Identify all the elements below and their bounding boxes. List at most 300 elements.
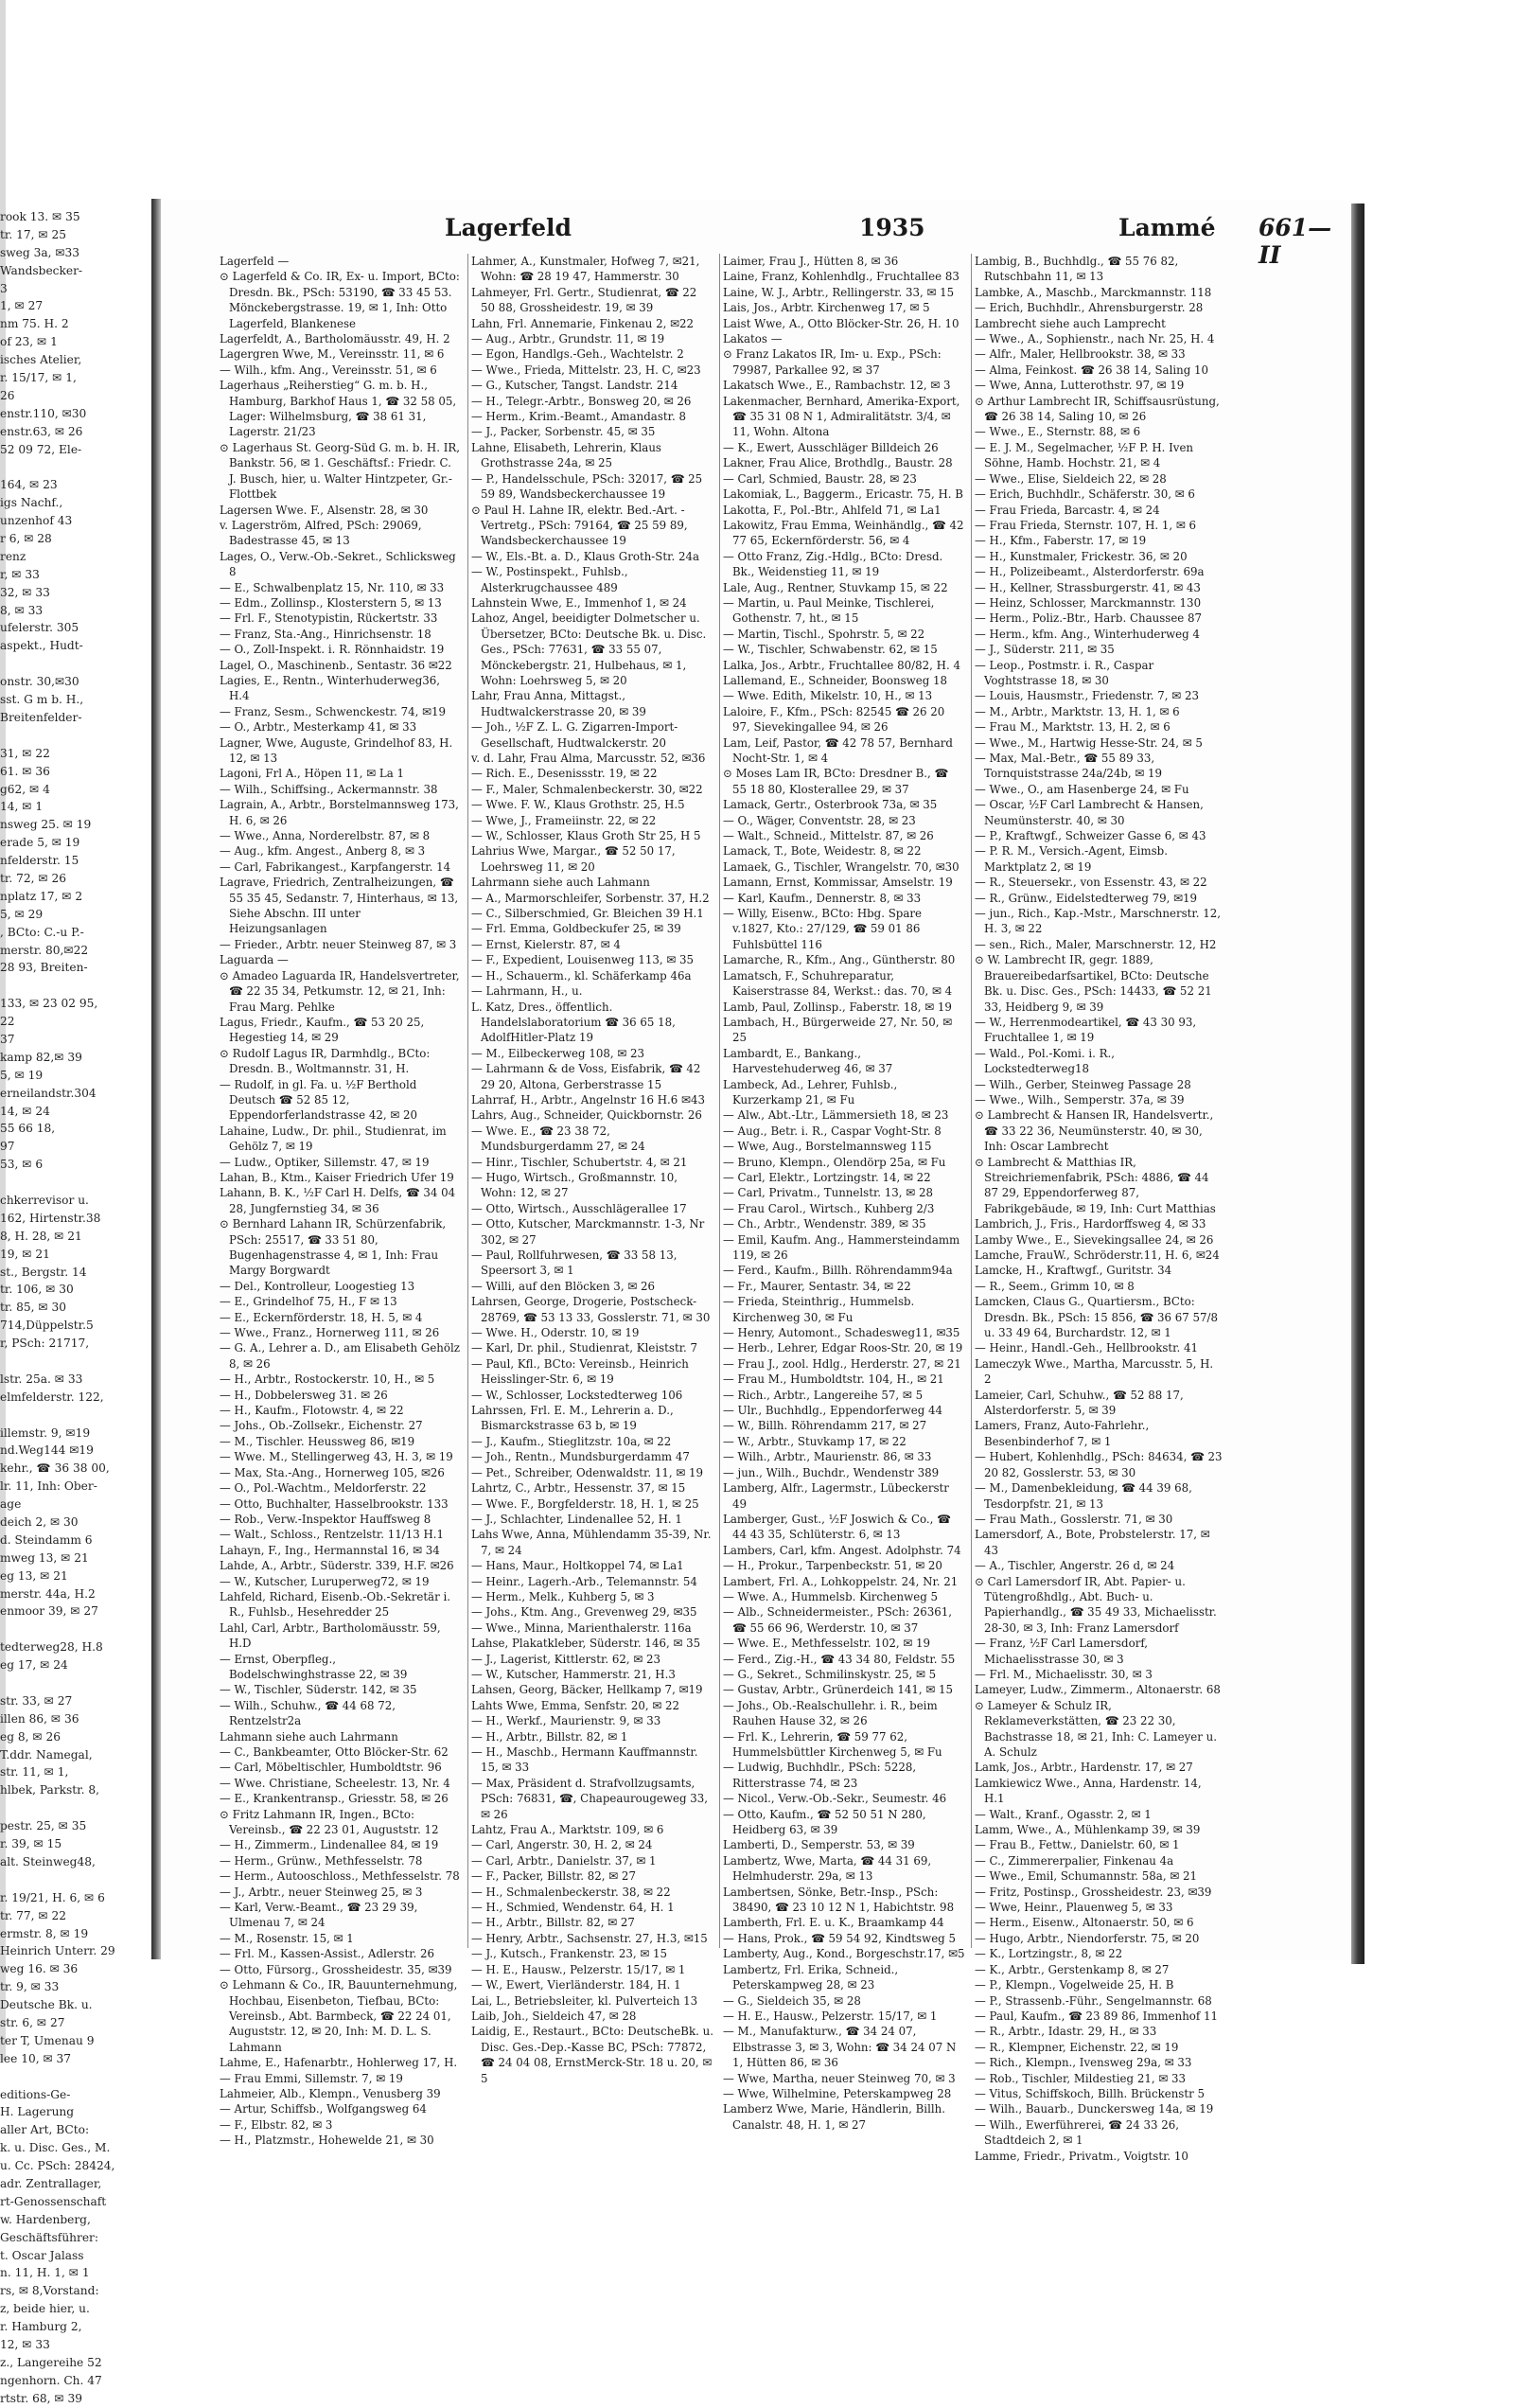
directory-entry: Lahrmann siehe auch Lahmann	[471, 876, 650, 890]
directory-entry: Lakotta, F., Pol.-Btr., Ahlfeld 71, ✉ La1	[723, 503, 942, 517]
directory-entry: — Franz, ½F Carl Lamersdorf, Michaelisstrasse 30, ✉ 3	[975, 1637, 1149, 1666]
directory-entry: — Carl, Möbeltischler, Humboldtstr. 96	[220, 1761, 442, 1775]
directory-entry: — Rob., Tischler, Mildestieg 21, ✉ 33	[975, 2071, 1186, 2085]
directory-entry: — Fr., Maurer, Sentastr. 34, ✉ 22	[723, 1279, 911, 1293]
directory-entry: Lambers, Carl, kfm. Angest. Adolphstr. 74	[723, 1543, 961, 1557]
directory-entry: Lagerfeldt, A., Bartholomäusstr. 49, H. 2	[220, 332, 450, 346]
directory-entry: Lambert, Frl. A., Lohkoppelstr. 24, Nr. 21	[723, 1574, 959, 1588]
fragment-line: adr. Zentrallager,	[0, 2176, 102, 2190]
directory-entry: Lambeck, Ad., Lehrer, Fuhlsb., Kurzerkamp 21, ✉ Fu	[723, 1077, 898, 1107]
directory-entry: — Wwe., E., Sternstr. 88, ✉ 6	[975, 425, 1141, 439]
directory-entry: — Wwe, J., Frameiinstr. 22, ✉ 22	[471, 813, 657, 827]
fragment-line: t. Oscar Jalass	[0, 2248, 84, 2262]
directory-entry: Lambrecht siehe auch Lamprecht	[975, 316, 1166, 330]
directory-entry: ⊙ Franz Lakatos IR, Im- u. Exp., PSch: 79987, Parkallee 92, ✉ 37	[723, 347, 942, 377]
directory-entry: Lale, Aug., Rentner, Stuvkamp 15, ✉ 22	[723, 580, 948, 594]
directory-entry: ⊙ W. Lambrecht IR, gegr. 1889, Brauereibedarfsartikel, BCto: Deutsche Bk. u. Disc. Ges., PSch: 14433, ☎ 52 21 33, Heidberg 9, ✉ 39	[975, 953, 1212, 1014]
fragment-line: unzenhof 43	[0, 514, 73, 528]
directory-entry: — Frau Carol., Wirtsch., Kuhberg 2/3	[723, 1201, 935, 1215]
directory-entry: ⊙ Moses Lam IR, BCto: Dresdner B., ☎ 55 18 80, Klosterallee 29, ✉ 37	[723, 767, 949, 796]
fragment-line: r. 19/21, H. 6, ✉ 6	[0, 1890, 105, 1904]
fragment-line: g62, ✉ 4	[0, 782, 50, 796]
directory-entry: — E., Grindelhof 75, H., F ✉ 13	[220, 1295, 397, 1309]
fragment-line: kamp 82,✉ 39	[0, 1050, 82, 1064]
fragment-line: 14, ✉ 24	[0, 1104, 50, 1118]
fragment-line: age	[0, 1497, 22, 1512]
directory-entry: — Nicol., Verw.-Ob.-Sekr., Seumestr. 46	[723, 1792, 947, 1806]
fragment-line: 3	[0, 281, 8, 295]
directory-entry: — Wilh., kfm. Ang., Vereinsstr. 51, ✉ 6	[220, 363, 437, 377]
fragment-line: eg 13, ✉ 21	[0, 1568, 68, 1583]
directory-entry: — Walt., Kranf., Ogasstr. 2, ✉ 1	[975, 1807, 1152, 1821]
directory-entry: — Frau Frieda, Sternstr. 107, H. 1, ✉ 6	[975, 518, 1197, 532]
directory-entry: Laimer, Frau J., Hütten 8, ✉ 36	[723, 255, 899, 268]
directory-entry: — Frl. M., Kassen-Assist., Adlerstr. 26	[220, 1947, 435, 1961]
directory-entry: — Alb., Schneidermeister., PSch: 26361, ☎ 55 66 96, Werderstr. 10, ✉ 37	[723, 1605, 952, 1635]
fragment-line: pestr. 25, ✉ 35	[0, 1819, 87, 1833]
fragment-line: nd.Weg144 ✉19	[0, 1443, 94, 1458]
directory-entry: — Aug., Arbtr., Grundstr. 11, ✉ 19	[471, 332, 665, 346]
directory-entry: — H. E., Hausw., Pelzerstr. 15/17, ✉ 1	[471, 1962, 686, 1976]
directory-entry: Lamack, Gertr., Osterbrook 73a, ✉ 35	[723, 798, 938, 812]
directory-entry: ⊙ Amadeo Laguarda IR, Handelsvertreter, ☎ 22 35 34, Petkumstr. 12, ✉ 21, Inh: Frau Marg. Pehlke	[220, 968, 460, 1014]
directory-entry: — Frl. K., Lehrerin, ☎ 59 77 62, Hummelsbüttler Kirchenweg 5, ✉ Fu	[723, 1729, 942, 1759]
directory-entry: — Wilh., Bauarb., Dunckersweg 14a, ✉ 19	[975, 2102, 1214, 2116]
directory-entry: — F., Maler, Schmalenbeckerstr. 30, ✉22	[471, 782, 703, 796]
directory-entry: Lahmeier, Alb., Klempn., Venusberg 39	[220, 2086, 441, 2100]
fragment-line: T.ddr. Namegal,	[0, 1747, 93, 1762]
fragment-line: Geschäftsführer:	[0, 2230, 98, 2244]
directory-entry: — Heinr., Lagerh.-Arb., Telemannstr. 54	[471, 1574, 697, 1588]
directory-entry: — Frl. M., Michaelisstr. 30, ✉ 3	[975, 1667, 1153, 1681]
directory-entry: — H., Arbtr., Billstr. 82, ✉ 1	[471, 1729, 628, 1744]
fragment-line: 26	[0, 388, 15, 402]
directory-entry: — Otto, Buchhalter, Hasselbrookstr. 133	[220, 1496, 449, 1511]
directory-entry: — Alma, Feinkost. ☎ 26 38 14, Saling 10	[975, 363, 1209, 377]
directory-entry: — M., Rosenstr. 15, ✉ 1	[220, 1931, 354, 1945]
column-rule	[719, 254, 720, 1948]
directory-entry: — A., Tischler, Angerstr. 26 d, ✉ 24	[975, 1559, 1175, 1573]
directory-entry: — Frau J., zool. Hdlg., Herderstr. 27, ✉ 21	[723, 1356, 961, 1371]
fragment-line: kehr., ☎ 36 38 00,	[0, 1461, 110, 1476]
directory-entry: — A., Marmorschleifer, Sorbenstr. 37, H.2	[471, 891, 710, 905]
directory-entry: — Karl, Kaufm., Dennerstr. 8, ✉ 33	[723, 891, 922, 905]
directory-entry: — F., Expedient, Louisenweg 113, ✉ 35	[471, 953, 695, 967]
directory-entry: — Martin, Tischl., Spohrstr. 5, ✉ 22	[723, 627, 925, 641]
fragment-line	[0, 1620, 150, 1638]
directory-entry: — W., Tischler, Schwabenstr. 62, ✉ 15	[723, 643, 938, 657]
directory-entry: — Wwe, Martha, neuer Steinweg 70, ✉ 3	[723, 2071, 956, 2085]
directory-entry: — Louis, Hausmstr., Friedenstr. 7, ✉ 23	[975, 689, 1199, 703]
directory-entry: — W., Arbtr., Stuvkamp 17, ✉ 22	[723, 1434, 907, 1448]
fragment-line: r. 39, ✉ 15	[0, 1837, 62, 1851]
fragment-line: aller Art, BCto:	[0, 2123, 90, 2137]
directory-entry: — H., Arbtr., Rostockerstr. 10, H., ✉ 5	[220, 1372, 435, 1387]
directory-entry: — Wwe., Wilh., Semperstr. 37a, ✉ 39	[975, 1092, 1185, 1107]
directory-entry: — H., Telegr.-Arbtr., Bonsweg 20, ✉ 26	[471, 394, 692, 408]
directory-entry: — J., Süderstr. 211, ✉ 35	[975, 643, 1115, 657]
directory-entry: ⊙ Fritz Lahmann IR, Ingen., BCto: Vereinsb., ☎ 22 23 01, Auguststr. 12	[220, 1807, 439, 1837]
directory-entry: Lamatsch, F., Schuhreparatur, Kaiserstrasse 84, Werkst.: das. 70, ✉ 4	[723, 968, 953, 999]
directory-entry: Lambke, A., Maschb., Marckmannstr. 118	[975, 285, 1212, 299]
directory-entry: — Vitus, Schiffskoch, Billh. Brückenstr 5	[975, 2086, 1205, 2100]
directory-entry: — F., Packer, Billstr. 82, ✉ 27	[471, 1869, 636, 1884]
directory-entry: Lamberti, D., Semperstr. 53, ✉ 39	[723, 1838, 915, 1852]
directory-entry: — O., Zoll-Inspekt. i. R. Rönnhaidstr. 19	[220, 643, 445, 657]
directory-entry: — Frl. F., Stenotypistin, Rückertstr. 33	[220, 611, 438, 626]
fragment-line: weg 16. ✉ 36	[0, 1962, 79, 1976]
fragment-line: r 6, ✉ 28	[0, 532, 52, 546]
directory-entry: Lagies, E., Rentn., Winterhuderweg36, H.4	[220, 673, 441, 703]
page-edge	[1351, 204, 1364, 1964]
directory-entry: — W., Kutscher, Luruperweg72, ✉ 19	[220, 1574, 430, 1588]
directory-entry: Lakenmacher, Bernhard, Amerika-Export, ☎ 35 31 08 N 1, Admiralitätstr. 3/4, ✉ 11, Wohn. Altona	[723, 394, 960, 439]
directory-entry: Lahme, E., Hafenarbtr., Hohlerweg 17, H.	[220, 2056, 458, 2070]
fragment-line: ter T, Umenau 9	[0, 2033, 95, 2047]
directory-entry: — J., Schlachter, Lindenallee 52, H. 1	[471, 1512, 682, 1526]
directory-entry: Lais, Jos., Arbtr. Kirchenweg 17, ✉ 5	[723, 301, 930, 315]
directory-entry: Lamersdorf, A., Bote, Probstelerstr. 17, ✉43	[975, 1528, 1210, 1557]
fragment-line: eg 17, ✉ 24	[0, 1658, 68, 1673]
directory-entry: Lahsen, Georg, Bäcker, Hellkamp 7, ✉19	[471, 1683, 703, 1697]
fragment-line	[0, 458, 150, 476]
directory-entry: Lahayn, F., Ing., Hermannstal 16, ✉ 34	[220, 1543, 440, 1557]
directory-entry: — E., Eckernförderstr. 18, H. 5, ✉ 4	[220, 1310, 423, 1324]
directory-entry: — Willi, auf den Blöcken 3, ✉ 26	[471, 1279, 655, 1293]
directory-entry: — Wwe., Frieda, Mittelstr. 23, H. C, ✉23	[471, 363, 701, 377]
directory-entry: — Alw., Abt.-Ltr., Lämmersieth 18, ✉ 23	[723, 1108, 949, 1123]
directory-entry: — Alfr., Maler, Hellbrookstr. 38, ✉ 33	[975, 347, 1186, 362]
directory-entry: Laib, Joh., Sieldeich 47, ✉ 28	[471, 2009, 637, 2023]
directory-entry: — W., Schlosser, Lockstedterweg 106	[471, 1388, 683, 1402]
fragment-line: 52 09 72, Ele-	[0, 442, 82, 456]
directory-entry: — Hans, Maur., Holtkoppel 74, ✉ La1	[471, 1559, 684, 1573]
directory-entry: v. Lagerström, Alfred, PSch: 29069, Badestrasse 45, ✉ 13	[220, 518, 422, 548]
fragment-line	[0, 2068, 150, 2086]
directory-entry: Lamcken, Claus G., Quartiersm., BCto: Dresdn. Bk., PSch: 15 856, ☎ 36 67 57/8 u. 33 49 64, Burchardstr. 12, ✉ 1	[975, 1295, 1219, 1340]
directory-entry: Lamkiewicz Wwe., Anna, Hardenstr. 14, H.1	[975, 1776, 1202, 1806]
directory-entry: — Franz, Sesm., Schwenckestr. 74, ✉19	[220, 704, 447, 718]
directory-entry: — Frau B., Fettw., Danielstr. 60, ✉ 1	[975, 1838, 1180, 1852]
directory-entry: — H., Werkf., Maurienstr. 9, ✉ 33	[471, 1714, 661, 1728]
directory-entry: Lahl, Carl, Arbtr., Bartholomäusstr. 59, H.D	[220, 1620, 441, 1651]
fragment-line: tr. 72, ✉ 26	[0, 871, 66, 885]
directory-entry: — W., Herrenmodeartikel, ☎ 43 30 93, Fruchtallee 1, ✉ 19	[975, 1015, 1197, 1045]
directory-entry: Lamk, Jos., Arbtr., Hardenstr. 17, ✉ 27	[975, 1761, 1193, 1775]
fragment-line: of 23, ✉ 1	[0, 335, 58, 349]
directory-entry: ⊙ Bernhard Lahann IR, Schürzenfabrik, PSch: 25517, ☎ 33 51 80, Bugenhagenstrasse 4, ✉ 1, Inh: Frau Margy Borgwardt	[220, 1217, 447, 1278]
directory-entry: — Franz, Sta.-Ang., Hinrichsenstr. 18	[220, 627, 431, 641]
directory-entry: — M., Arbtr., Marktstr. 13, H. 1, ✉ 6	[975, 704, 1180, 718]
directory-entry: — Paul, Kfl., BCto: Vereinsb., Heinrich Heisslinger-Str. 6, ✉ 19	[471, 1356, 689, 1387]
fragment-line: deich 2, ✉ 30	[0, 1515, 79, 1530]
directory-entry: — Rich., Arbtr., Langereihe 57, ✉ 5	[723, 1388, 924, 1402]
directory-entry: — E., Krankentransp., Griesstr. 58, ✉ 26	[220, 1792, 449, 1806]
directory-entry: — Wwe, Wilhelmine, Peterskampweg 28	[723, 2086, 952, 2100]
directory-entry: Lahrius Wwe, Margar., ☎ 52 50 17, Loehrsweg 11, ✉ 20	[471, 844, 676, 874]
book-spine	[151, 199, 161, 1959]
directory-entry: — Herb., Lehrer, Edgar Roos-Str. 20, ✉ 19	[723, 1341, 963, 1355]
directory-entry: — Max, Sta.-Ang., Hornerweg 105, ✉26	[220, 1465, 445, 1479]
directory-entry: — Ernst, Oberpfleg., Bodelschwinghstrasse 22, ✉ 39	[220, 1652, 408, 1681]
directory-entry: — H., Schauerm., kl. Schäferkamp 46a	[471, 968, 692, 983]
fragment-line: Breitenfelder-	[0, 710, 82, 724]
directory-entry: — R., Grünw., Eidelstedterweg 79, ✉19	[975, 891, 1198, 905]
directory-entry: ⊙ Arthur Lambrecht IR, Schiffsausrüstung, ☎ 26 38 14, Saling 10, ✉ 26	[975, 394, 1220, 424]
directory-entry: — G., Sekret., Schmilinskystr. 25, ✉ 5	[723, 1667, 937, 1681]
directory-entry: — K., Lortzingstr., 8, ✉ 22	[975, 1947, 1123, 1961]
directory-entry: Lai, L., Betriebsleiter, kl. Pulverteich 13	[471, 1993, 698, 2008]
fragment-line: 162, Hirtenstr.38	[0, 1211, 101, 1225]
fragment-line: enmoor 39, ✉ 27	[0, 1604, 98, 1619]
directory-entry: Laidig, E., Restaurt., BCto: DeutscheBk. u. Disc. Ges.-Dep.-Kasse BC, PSch: 77872, ☎ 24 04 08, ErnstMerck-Str. 18 u. 20, ✉ 5	[471, 2025, 713, 2085]
directory-entry: — H., Kfm., Faberstr. 17, ✉ 19	[975, 534, 1147, 548]
directory-entry: — Leop., Postmstr. i. R., Caspar Voghtstrasse 18, ✉ 30	[975, 658, 1154, 687]
directory-entry: — R., Klempner, Eichenstr. 22, ✉ 19	[975, 2040, 1179, 2054]
directory-entry: — Lahrmann, H., u.	[471, 984, 583, 999]
directory-entry: — Walt., Schloss., Rentzelstr. 11/13 H.1	[220, 1528, 445, 1542]
directory-entry: Lambrich, J., Fris., Hardorffsweg 4, ✉ 33	[975, 1217, 1206, 1231]
directory-entry: — H., Arbtr., Billstr. 82, ✉ 27	[471, 1916, 635, 1930]
directory-entry: — Hugo, Arbtr., Niendorferstr. 75, ✉ 20	[975, 1931, 1200, 1945]
fragment-line: 28 93, Breiten-	[0, 961, 88, 975]
directory-entry: Lameier, Carl, Schuhw., ☎ 52 88 17, Alsterdorferstr. 5, ✉ 39	[975, 1388, 1184, 1418]
directory-entry: — Aug., kfm. Angest., Anberg 8, ✉ 3	[220, 844, 426, 859]
fragment-line: 53, ✉ 6	[0, 1158, 44, 1172]
directory-entry: — J., Kutsch., Frankenstr. 23, ✉ 15	[471, 1947, 667, 1961]
directory-entry: — Carl, Elektr., Lortzingstr. 14, ✉ 22	[723, 1170, 931, 1184]
directory-entry: — Wwe. M., Stellingerweg 43, H. 3, ✉ 19	[220, 1450, 453, 1464]
fragment-line: chkerrevisor u.	[0, 1193, 89, 1207]
directory-entry: — Martin, u. Paul Meinke, Tischlerei, Gothenstr. 7, ht., ✉ 15	[723, 595, 935, 626]
fragment-line: str. 33, ✉ 27	[0, 1693, 73, 1708]
directory-entry: ⊙ Lehmann & Co., IR, Bauunternehmung, Hochbau, Eisenbeton, Tiefbau, BCto: Vereinsb., Abt. Barmbeck, ☎ 22 24 01, Auguststr. 12, ✉ 20, Inh: M. D. L. S. Lahmann	[220, 1978, 458, 2054]
directory-entry: Lagrain, A., Arbtr., Borstelmannsweg 173, H. 6, ✉ 26	[220, 798, 459, 827]
directory-entry: — Fritz, Postinsp., Grossheidestr. 23, ✉39	[975, 1885, 1212, 1899]
directory-entry: — Frau Frieda, Barcastr. 4, ✉ 24	[975, 503, 1160, 517]
directory-entry: — Herm., Autooschloss., Methfesselstr. 78	[220, 1869, 460, 1884]
directory-entry: Lamm, Wwe., A., Mühlenkamp 39, ✉ 39	[975, 1823, 1201, 1837]
directory-entry: — Rob., Verw.-Inspektor Hauffsweg 8	[220, 1512, 431, 1526]
directory-entry: Lahmann siehe auch Lahrmann	[220, 1729, 398, 1744]
fragment-line: 5, ✉ 29	[0, 907, 44, 921]
fragment-line: rook 13. ✉ 35	[0, 210, 80, 223]
directory-entry: — R., Steuersekr., von Essenstr. 43, ✉ 22	[975, 876, 1207, 890]
directory-entry: — Frau Emmi, Sillemstr. 7, ✉ 19	[220, 2071, 403, 2085]
directory-entry: — Ferd., Kaufm., Billh. Röhrendamm94a	[723, 1264, 953, 1278]
fragment-line: tr. 85, ✉ 30	[0, 1301, 66, 1315]
fragment-line: onstr. 30,✉30	[0, 675, 79, 689]
directory-entry: Lagoni, Frl A., Höpen 11, ✉ La 1	[220, 767, 405, 781]
directory-entry: — H., Dobbelersweg 31. ✉ 26	[220, 1388, 388, 1402]
directory-entry: Lahrssen, Frl. E. M., Lehrerin a. D., Bismarckstrasse 63 b, ✉ 19	[471, 1404, 674, 1433]
fragment-line: elmfelderstr. 122,	[0, 1390, 104, 1404]
directory-entry: — R., Seem., Grimm 10, ✉ 8	[975, 1279, 1135, 1293]
directory-entry: Lamberz Wwe, Marie, Händlerin, Billh. Canalstr. 48, H. 1, ✉ 27	[723, 2102, 945, 2132]
directory-entry: Lahoz, Angel, beeidigter Dolmetscher u. Übersetzer, BCto: Deutsche Bk. u. Disc. Ges., PSch: 77631, ☎ 33 55 07, Mönckebergstr. 21, Hulbehaus, ✉ 1, Wohn: Loehrsweg 5, ✉ 20	[471, 611, 707, 687]
fragment-line: str. 6, ✉ 27	[0, 2015, 65, 2029]
directory-entry: Lagerhaus „Reiherstieg“ G. m. b. H., Hamburg, Barkhof Haus 1, ☎ 32 58 05, Lager: Wilhelmsburg, ☎ 38 61 31, Lagerstr. 21/23	[220, 379, 457, 439]
directory-entry: — J., Kaufm., Stieglitzstr. 10a, ✉ 22	[471, 1434, 672, 1448]
fragment-line: aspekt., Hudt-	[0, 639, 83, 653]
directory-entry: Lakatsch Wwe., E., Rambachstr. 12, ✉ 3	[723, 379, 951, 393]
directory-entry: Laine, W. J., Arbtr., Rellingerstr. 33, ✉ 15	[723, 285, 955, 299]
fragment-line: hlbek, Parkstr. 8,	[0, 1783, 100, 1797]
fragment-line: enstr.110, ✉30	[0, 406, 87, 420]
header-first-entry: Lagerfeld	[445, 214, 572, 241]
directory-entry: Lahtz, Frau A., Marktstr. 109, ✉ 6	[471, 1823, 664, 1837]
directory-entry: — Frieda, Steinthrig., Hummelsb. Kirchenweg 30, ✉ Fu	[723, 1295, 915, 1324]
directory-entry: Lagersen Wwe. F., Alsenstr. 28, ✉ 30	[220, 503, 429, 517]
directory-entry: — jun., Rich., Kap.-Mstr., Marschnerstr. 12, H. 3, ✉ 22	[975, 907, 1221, 936]
directory-entry: — Aug., Betr. i. R., Caspar Voght-Str. 8	[723, 1124, 942, 1138]
directory-entry: Lagergren Wwe, M., Vereinsstr. 11, ✉ 6	[220, 347, 445, 362]
fragment-line: merstr. 80,✉22	[0, 943, 89, 957]
directory-entry: — Max, Präsident d. Strafvollzugsamts, PSch: 76831, ☎, Chapeaurougeweg 33, ✉ 26	[471, 1776, 709, 1821]
fragment-line: 164, ✉ 23	[0, 478, 58, 492]
fragment-line	[0, 977, 150, 995]
fragment-line: 133, ✉ 23 02 95,	[0, 997, 98, 1011]
directory-entry: — W., Schlosser, Klaus Groth Str 25, H 5	[471, 829, 701, 843]
directory-entry: — Wwe, Heinr., Plauenweg 5, ✉ 33	[975, 1901, 1173, 1915]
directory-entry: Lambertz, Wwe, Marta, ☎ 44 31 69, Helmhuderstr. 29a, ✉ 13	[723, 1853, 932, 1884]
fragment-line: nplatz 17, ✉ 2	[0, 889, 83, 903]
fragment-line: lr. 11, Inh: Ober-	[0, 1479, 97, 1494]
directory-entry: — Wwe. F., Borgfelderstr. 18, H. 1, ✉ 25	[471, 1496, 699, 1511]
directory-entry: — Wwe., Anna, Norderelbstr. 87, ✉ 8	[220, 829, 431, 843]
fragment-line: erade 5, ✉ 19	[0, 836, 80, 850]
directory-entry: — Johs., Ktm. Ang., Grevenweg 29, ✉35	[471, 1605, 697, 1620]
fragment-line: k. u. Disc. Ges., M.	[0, 2141, 111, 2155]
directory-entry: Lahrsen, George, Drogerie, Postscheck-28769, ☎ 53 13 33, Gosslerstr. 71, ✉ 30	[471, 1295, 711, 1324]
fragment-line: 37	[0, 1032, 15, 1046]
directory-entry: — M., Tischler. Heussweg 86, ✉19	[220, 1434, 415, 1448]
directory-column-3	[723, 254, 965, 2132]
fragment-line: 5, ✉ 19	[0, 1068, 44, 1082]
column-rule	[971, 254, 972, 1948]
directory-entry: Lahde, A., Arbtr., Süderstr. 339, H.F. ✉26	[220, 1559, 454, 1573]
directory-entry: — Otto, Wirtsch., Ausschlägerallee 17	[471, 1201, 687, 1215]
directory-entry: — Ferd., Zig.-H., ☎ 43 34 80, Feldstr. 55	[723, 1652, 956, 1666]
directory-entry: — K., Ewert, Ausschläger Billdeich 26	[723, 440, 939, 454]
directory-entry: — O., Pol.-Wachtm., Meldorferstr. 22	[220, 1481, 427, 1496]
directory-entry: — H., Kunstmaler, Frickestr. 36, ✉ 20	[975, 549, 1188, 563]
directory-entry: — Herm., Melk., Kuhberg 5, ✉ 3	[471, 1589, 655, 1603]
directory-entry: — Paul, Rollfuhrwesen, ☎ 33 58 13, Speersort 3, ✉ 1	[471, 1248, 678, 1278]
fragment-line: merstr. 44a, H.2	[0, 1586, 96, 1601]
fragment-line: editions-Ge-	[0, 2087, 71, 2101]
fragment-line: alt. Steinweg48,	[0, 1854, 96, 1868]
directory-entry: Lahrtz, C., Arbtr., Hessenstr. 37, ✉ 15	[471, 1481, 686, 1496]
fragment-line: tr. 77, ✉ 22	[0, 1908, 66, 1922]
directory-entry: — Wwe., Minna, Marienthalerstr. 116a	[471, 1620, 692, 1635]
directory-entry: Lamarche, R., Kfm., Ang., Güntherstr. 80	[723, 953, 956, 967]
fragment-line: nfelderstr. 15	[0, 854, 79, 868]
fragment-line: 14, ✉ 1	[0, 800, 44, 814]
directory-entry: — Erich, Buchhdlr., Schäferstr. 30, ✉ 6	[975, 487, 1195, 502]
directory-entry: — Frau Math., Gosslerstr. 71, ✉ 30	[975, 1512, 1173, 1526]
directory-entry: — G., Kutscher, Tangst. Landstr. 214	[471, 379, 678, 393]
directory-entry: — E., Schwalbenplatz 15, Nr. 110, ✉ 33	[220, 580, 445, 594]
directory-entry: — H., Schmalenbeckerstr. 38, ✉ 22	[471, 1885, 671, 1899]
directory-entry: — Carl, Angerstr. 30, H. 2, ✉ 24	[471, 1838, 653, 1852]
fragment-line: Deutsche Bk. u.	[0, 1998, 93, 2012]
fragment-line: Wandsbecker-	[0, 263, 83, 277]
directory-entry: Lahmeyer, Frl. Gertr., Studienrat, ☎ 22 50 88, Grossheidestr. 19, ✉ 39	[471, 285, 697, 315]
directory-entry: — H. E., Hausw., Pelzerstr. 15/17, ✉ 1	[723, 2009, 938, 2023]
directory-entry: Lahrs, Aug., Schneider, Quickbornstr. 26	[471, 1108, 702, 1123]
directory-entry: — Otto, Kaufm., ☎ 52 50 51 N 280, Heidberg 63, ✉ 39	[723, 1807, 926, 1837]
directory-entry: — W., Postinspekt., Fuhlsb., Alsterkrugchaussee 489	[471, 565, 628, 594]
directory-entry: Lagrave, Friedrich, Zentralheizungen, ☎ 55 35 45, Sedanstr. 7, Hinterhaus, ✉ 13, Siehe Abschn. III unter Heizungsanlagen	[220, 876, 459, 936]
directory-entry: — Hans, Prok., ☎ 59 54 92, Kindtsweg 5	[723, 1931, 956, 1945]
directory-entry: — H., Polizeibeamt., Alsterdorferstr. 69a	[975, 565, 1205, 579]
fragment-line: mweg 13, ✉ 21	[0, 1550, 89, 1565]
directory-entry: Lahr, Frau Anna, Mittagst., Hudtwalckerstrasse 20, ✉ 39	[471, 689, 646, 718]
directory-entry: — Hugo, Wirtsch., Großmannstr. 10, Wohn: 12, ✉ 27	[471, 1170, 678, 1200]
directory-entry: Lambertz, Frl. Erika, Schneid., Peterskampweg 28, ✉ 23	[723, 1962, 899, 1992]
directory-entry: — Frau M., Humboldtstr. 104, H., ✉ 21	[723, 1372, 944, 1387]
directory-entry: Laine, Franz, Kohlenhdlg., Fruchtallee 83	[723, 270, 959, 284]
directory-entry: ⊙ Lagerfeld & Co. IR, Ex- u. Import, BCto: Dresdn. Bk., PSch: 53190, ☎ 33 45 53. Mönckebergstrasse. 19, ✉ 1, Inh: Otto Lagerfeld, Blankenese	[220, 270, 460, 330]
fragment-line: lee 10, ✉ 37	[0, 2051, 72, 2065]
directory-entry: — C., Silberschmied, Gr. Bleichen 39 H.1	[471, 907, 704, 921]
directory-entry: Lakner, Frau Alice, Brothdlg., Baustr. 28	[723, 456, 953, 470]
fragment-line: 22	[0, 1015, 15, 1029]
directory-entry: — Wilh., Gerber, Steinweg Passage 28	[975, 1077, 1191, 1091]
fragment-line: r. 15/17, ✉ 1,	[0, 371, 77, 385]
fragment-line: 8, ✉ 33	[0, 603, 44, 617]
directory-entry: Lambardt, E., Bankang., Harvestehuderweg 46, ✉ 37	[723, 1046, 893, 1076]
directory-entry: ⊙ Lagerhaus St. Georg-Süd G. m. b. H. IR, Bankstr. 56, ✉ 1. Geschäftsf.: Friedr. C. J. Busch, hier, u. Walter Hintzpeter, Gr.-Flottbek	[220, 440, 461, 502]
fragment-line: r. Hamburg 2,	[0, 2320, 82, 2334]
directory-column-1	[220, 254, 462, 2148]
directory-entry: — Karl, Verw.-Beamt., ☎ 23 29 39, Ulmenau 7, ✉ 24	[220, 1901, 418, 1930]
directory-entry: — Herm., Eisenw., Altonaerstr. 50, ✉ 6	[975, 1916, 1194, 1930]
fragment-line: n. 11, H. 1, ✉ 1	[0, 2266, 90, 2280]
directory-entry: Lagner, Wwe, Auguste, Grindelhof 83, H. 12, ✉ 13	[220, 735, 453, 765]
directory-entry: — K., Arbtr., Gerstenkamp 8, ✉ 27	[975, 1962, 1170, 1976]
directory-entry: ⊙ Lameyer & Schulz IR, Reklameverkstätten, ☎ 23 22 30, Bachstrasse 18, ✉ 21, Inh: C. Lameyer u. A. Schulz	[975, 1698, 1217, 1759]
directory-entry: — Bruno, Klempn., Olendörp 25a, ✉ Fu	[723, 1155, 946, 1169]
directory-entry: Lahn, Frl. Annemarie, Finkenau 2, ✉22	[471, 316, 695, 330]
header-last-entry: Lammé	[1118, 214, 1216, 241]
directory-entry: — W., Billh. Röhrendamm 217, ✉ 27	[723, 1419, 927, 1433]
fragment-line: tr. 17, ✉ 25	[0, 227, 66, 241]
directory-entry: Lagus, Friedr., Kaufm., ☎ 53 20 25, Hegestieg 14, ✉ 29	[220, 1015, 425, 1045]
fragment-line: str. 11, ✉ 1,	[0, 1765, 69, 1779]
directory-entry: — Ludw., Optiker, Sillemstr. 47, ✉ 19	[220, 1155, 430, 1169]
directory-entry: — Wilh., Arbtr., Maurienstr. 86, ✉ 33	[723, 1450, 932, 1464]
directory-entry: Lamack, T., Bote, Weidestr. 8, ✉ 22	[723, 844, 922, 859]
directory-entry: Lambach, H., Bürgerweide 27, Nr. 50, ✉ 25	[723, 1015, 953, 1045]
fragment-line: w. Hardenberg,	[0, 2212, 91, 2226]
directory-entry: — Wwe. A., Hummelsb. Kirchenweg 5	[723, 1589, 939, 1603]
directory-entry: Lagerfeld —	[220, 255, 290, 268]
directory-entry: ⊙ Rudolf Lagus IR, Darmhdlg., BCto: Dresdn. B., Woltmannstr. 31, H.	[220, 1046, 431, 1076]
directory-entry: — Frau M., Marktstr. 13, H. 2, ✉ 6	[975, 720, 1171, 735]
fragment-line: tr. 106, ✉ 30	[0, 1283, 74, 1297]
fragment-line: lstr. 25a. ✉ 33	[0, 1372, 83, 1386]
directory-entry: — E. J. M., Segelmacher, ½F P. H. Iven Söhne, Hamb. Hochstr. 21, ✉ 4	[975, 440, 1194, 470]
fragment-line	[0, 1674, 150, 1692]
directory-entry: — Walt., Schneid., Mittelstr. 87, ✉ 26	[723, 829, 934, 843]
fragment-line: , BCto: C.-u P.-	[0, 925, 84, 939]
directory-column-4	[975, 254, 1223, 2163]
directory-entry: — J., Lagerist, Kittlerstr. 62, ✉ 23	[471, 1652, 660, 1666]
directory-entry: — Johs., Ob.-Zollsekr., Eichenstr. 27	[220, 1419, 423, 1433]
directory-entry: Lameyer, Ludw., Zimmerm., Altonaerstr. 68	[975, 1683, 1221, 1697]
